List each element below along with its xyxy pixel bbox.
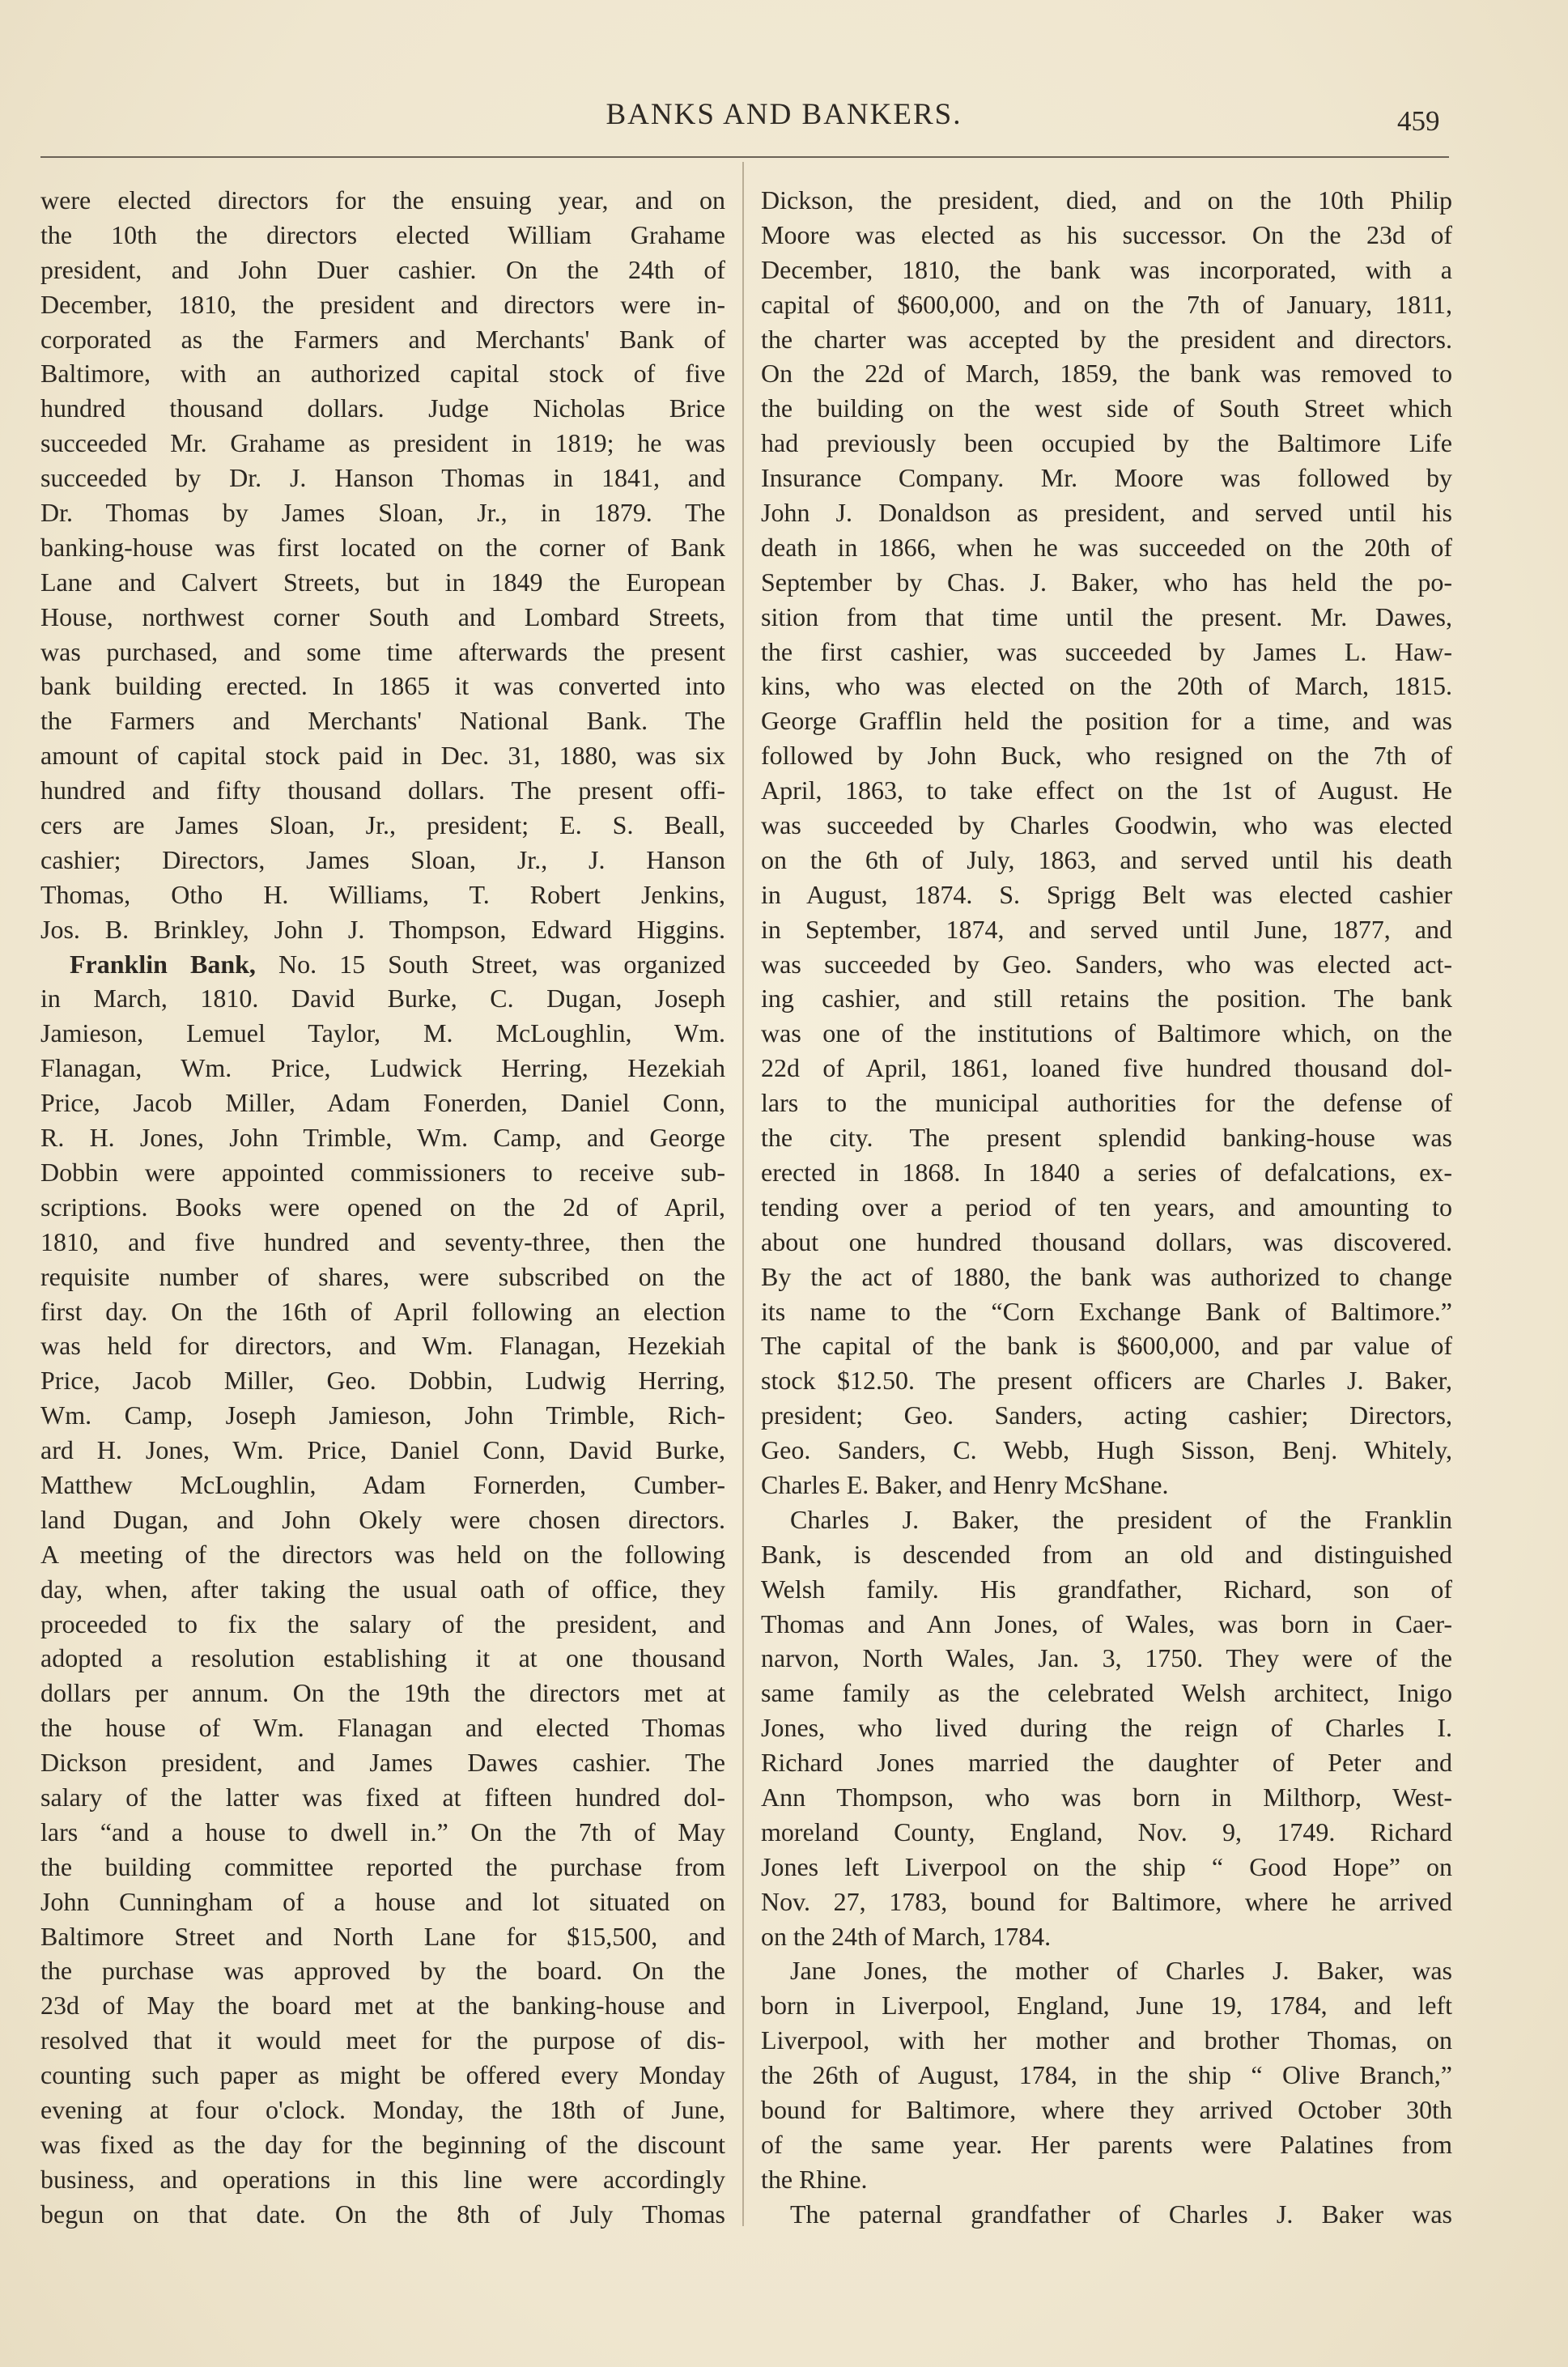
text-line: moreland County, England, Nov. 9, 1749. Richard [761, 1817, 1452, 1846]
text-line: president, and John Duer cashier. On the 24th of [40, 254, 725, 284]
text-line: the first cashier, was succeeded by James L. Haw- [761, 636, 1452, 666]
text-line: the house of Wm. Flanagan and elected Thomas [40, 1713, 725, 1743]
text-line: On the 22d of March, 1859, the bank was removed to [761, 359, 1452, 389]
text-line: John Cunningham of a house and lot situated on [40, 1886, 725, 1916]
heading-line-text: No. 15 South Street, was organized [255, 949, 725, 979]
text-line: had previously been occupied by the Baltimore Life [761, 428, 1452, 458]
left-column [40, 183, 725, 2232]
text-line: stock $12.50. The present officers are Charles J. Baker, [761, 1366, 1452, 1396]
text-line: begun on that date. On the 8th of July Thomas [40, 2199, 725, 2229]
text-line: Dickson president, and James Dawes cashier. The [40, 1748, 725, 1778]
text-line: Price, Jacob Miller, Geo. Dobbin, Ludwig Herring, [40, 1366, 725, 1396]
text-line: Jones, who lived during the reign of Charles I. [761, 1713, 1452, 1743]
text-line: The paternal grandfather of Charles J. Baker was [790, 2199, 1452, 2229]
text-line: the Rhine. [761, 2164, 868, 2194]
text-line: evening at four o'clock. Monday, the 18th of June, [40, 2094, 725, 2124]
text-line: the Farmers and Merchants' National Bank. The [40, 706, 725, 736]
text-line: the building committee reported the purchase from [40, 1851, 725, 1881]
text-line: was succeeded by Charles Goodwin, who was elected [761, 810, 1452, 840]
text-line: was held for directors, and Wm. Flanagan, Hezekiah [40, 1331, 725, 1361]
text-line: Charles J. Baker, the president of the Franklin [790, 1504, 1452, 1534]
text-line: day, when, after taking the usual oath of office, they [40, 1574, 725, 1604]
text-line: Charles E. Baker, and Henry McShane. [761, 1469, 1169, 1499]
franklin-bank-heading-line [40, 947, 725, 982]
text-line: scriptions. Books were opened on the 2d of April, [40, 1192, 725, 1222]
text-line: was purchased, and some time afterwards the present [40, 636, 725, 666]
running-header: BANKS AND BANKERS. [606, 98, 962, 131]
section-heading: Franklin Bank, [70, 949, 256, 979]
text-line: land Dugan, and John Okely were chosen directors. [40, 1504, 725, 1534]
text-line: Jamieson, Lemuel Taylor, M. McLoughlin, Wm. [40, 1018, 725, 1048]
text-line: Lane and Calvert Streets, but in 1849 the European [40, 567, 725, 597]
text-line: The capital of the bank is $600,000, and par value of [761, 1331, 1452, 1361]
text-line: Price, Jacob Miller, Adam Fonerden, Daniel Conn, [40, 1088, 725, 1118]
text-line: Baltimore, with an authorized capital stock of five [40, 359, 725, 389]
text-line: ing cashier, and still retains the position. The bank [761, 984, 1452, 1014]
text-line: lars “and a house to dwell in.” On the 7th of May [40, 1817, 725, 1846]
text-line: 1810, and five hundred and seventy-three, then the [40, 1226, 725, 1256]
text-line: By the act of 1880, the bank was authorized to change [761, 1261, 1452, 1291]
text-line: the charter was accepted by the president and directors. [761, 324, 1452, 354]
text-line: salary of the latter was fixed at fifteen hundred dol- [40, 1782, 725, 1812]
right-column [761, 183, 1452, 2232]
text-line: were elected directors for the ensuing year, and on [40, 185, 725, 215]
text-line: corporated as the Farmers and Merchants' Bank of [40, 324, 725, 354]
text-line: succeeded Mr. Grahame as president in 1819; he was [40, 428, 725, 458]
text-line: sition from that time until the present. Mr. Dawes, [761, 601, 1452, 631]
text-line: capital of $600,000, and on the 7th of January, 1811, [761, 289, 1452, 319]
text-line: in August, 1874. S. Sprigg Belt was elected cashier [761, 879, 1452, 909]
text-line: R. H. Jones, John Trimble, Wm. Camp, and George [40, 1123, 725, 1153]
text-line: born in Liverpool, England, June 19, 1784, and left [761, 1991, 1452, 2021]
text-line: Moore was elected as his successor. On the 23d of [761, 219, 1452, 249]
text-line: Dickson, the president, died, and on the 10th Philip [761, 185, 1452, 215]
text-line: succeeded by Dr. J. Hanson Thomas in 1841, and [40, 463, 725, 493]
text-line: first day. On the 16th of April following an election [40, 1296, 725, 1326]
text-line: hundred and fifty thousand dollars. The present offi- [40, 776, 725, 805]
text-line: the city. The present splendid banking-house was [761, 1123, 1452, 1153]
text-line: Welsh family. His grandfather, Richard, son of [761, 1574, 1452, 1604]
text-line: Thomas, Otho H. Williams, T. Robert Jenkins, [40, 879, 725, 909]
text-line: George Grafflin held the position for a time, and was [761, 706, 1452, 736]
text-line: business, and operations in this line were accordingly [40, 2164, 725, 2194]
text-line: Ann Thompson, who was born in Milthorp, West- [761, 1782, 1452, 1812]
text-line: was succeeded by Geo. Sanders, who was elected act- [761, 949, 1452, 979]
text-line: its name to the “Corn Exchange Bank of Baltimore.” [761, 1296, 1452, 1326]
text-line: 22d of April, 1861, loaned five hundred thousand dol- [761, 1053, 1452, 1083]
text-line: on the 24th of March, 1784. [761, 1921, 1052, 1951]
text-line: Thomas and Ann Jones, of Wales, was born in Caer- [761, 1608, 1452, 1638]
text-line: Baltimore Street and North Lane for $15,500, and [40, 1921, 725, 1951]
text-line: amount of capital stock paid in Dec. 31, 1880, was six [40, 741, 725, 771]
text-line: December, 1810, the bank was incorporated, with a [761, 254, 1452, 284]
text-line: the 10th the directors elected William Grahame [40, 219, 725, 249]
text-line: cers are James Sloan, Jr., president; E. S. Beall, [40, 810, 725, 840]
text-line: in September, 1874, and served until June, 1877, and [761, 914, 1452, 944]
text-line: president; Geo. Sanders, acting cashier; Directors, [761, 1400, 1452, 1430]
text-line: A meeting of the directors was held on the following [40, 1539, 725, 1569]
text-line: Jos. B. Brinkley, John J. Thompson, Edward Higgins. [40, 914, 725, 944]
text-line: the purchase was approved by the board. On the [40, 1956, 725, 1986]
text-line: Geo. Sanders, C. Webb, Hugh Sisson, Benj. Whitely, [761, 1435, 1452, 1465]
text-line: adopted a resolution establishing it at one thousand [40, 1643, 725, 1673]
text-line: Flanagan, Wm. Price, Ludwick Herring, Hezekiah [40, 1053, 725, 1083]
text-line: April, 1863, to take effect on the 1st of August. He [761, 776, 1452, 805]
text-line: was fixed as the day for the beginning of the discount [40, 2129, 725, 2159]
text-line: hundred thousand dollars. Judge Nicholas Brice [40, 393, 725, 423]
column-divider [742, 162, 744, 2226]
text-line: banking-house was first located on the corner of Bank [40, 532, 725, 562]
text-line: of the same year. Her parents were Palatines from [761, 2129, 1452, 2159]
text-line: ard H. Jones, Wm. Price, Daniel Conn, David Burke, [40, 1435, 725, 1465]
text-line: resolved that it would meet for the purpose of dis- [40, 2025, 725, 2055]
text-line: requisite number of shares, were subscribed on the [40, 1261, 725, 1291]
text-line: John J. Donaldson as president, and served until his [761, 498, 1452, 528]
text-line: Jane Jones, the mother of Charles J. Baker, was [790, 1956, 1452, 1986]
text-line: lars to the municipal authorities for the defense of [761, 1088, 1452, 1118]
text-line: Insurance Company. Mr. Moore was followed by [761, 463, 1452, 493]
text-line: House, northwest corner South and Lombard Streets, [40, 601, 725, 631]
text-line: followed by John Buck, who resigned on the 7th of [761, 741, 1452, 771]
text-line: Jones left Liverpool on the ship “ Good Hope” on [761, 1851, 1452, 1881]
text-line: kins, who was elected on the 20th of March, 1815. [761, 671, 1452, 701]
text-line: death in 1866, when he was succeeded on the 20th of [761, 532, 1452, 562]
text-line: Bank, is descended from an old and distinguished [761, 1539, 1452, 1569]
text-line: September by Chas. J. Baker, who has held the po- [761, 567, 1452, 597]
text-line: Dr. Thomas by James Sloan, Jr., in 1879. The [40, 498, 725, 528]
text-line: narvon, North Wales, Jan. 3, 1750. They were of the [761, 1643, 1452, 1673]
text-line: bound for Baltimore, where they arrived October 30th [761, 2094, 1452, 2124]
text-line: same family as the celebrated Welsh architect, Inigo [761, 1678, 1452, 1708]
text-line: 23d of May the board met at the banking-house and [40, 1991, 725, 2021]
text-line: was one of the institutions of Baltimore which, on the [761, 1018, 1452, 1048]
text-line: in March, 1810. David Burke, C. Dugan, Joseph [40, 984, 725, 1014]
text-line: about one hundred thousand dollars, was discovered. [761, 1226, 1452, 1256]
text-line: Dobbin were appointed commissioners to receive sub- [40, 1157, 725, 1187]
text-line: the building on the west side of South Street which [761, 393, 1452, 423]
text-line: Richard Jones married the daughter of Peter and [761, 1748, 1452, 1778]
text-line: tending over a period of ten years, and amounting to [761, 1192, 1452, 1222]
text-line: cashier; Directors, James Sloan, Jr., J. Hanson [40, 844, 725, 874]
text-line: Wm. Camp, Joseph Jamieson, John Trimble, Rich- [40, 1400, 725, 1430]
text-line: Liverpool, with her mother and brother Thomas, on [761, 2025, 1452, 2055]
header-rule [40, 156, 1449, 158]
text-line: proceeded to fix the salary of the president, and [40, 1608, 725, 1638]
text-line: December, 1810, the president and directors were in- [40, 289, 725, 319]
text-line: bank building erected. In 1865 it was converted into [40, 671, 725, 701]
text-line: dollars per annum. On the 19th the directors met at [40, 1678, 725, 1708]
text-line: erected in 1868. In 1840 a series of defalcations, ex- [761, 1157, 1452, 1187]
page-number: 459 [1397, 105, 1440, 137]
text-line: Matthew McLoughlin, Adam Fornerden, Cumber- [40, 1469, 725, 1499]
text-line: Nov. 27, 1783, bound for Baltimore, where he arrived [761, 1886, 1452, 1916]
text-line: on the 6th of July, 1863, and served until his death [761, 844, 1452, 874]
text-line: counting such paper as might be offered every Monday [40, 2060, 725, 2090]
text-line: the 26th of August, 1784, in the ship “ Olive Branch,” [761, 2060, 1452, 2090]
